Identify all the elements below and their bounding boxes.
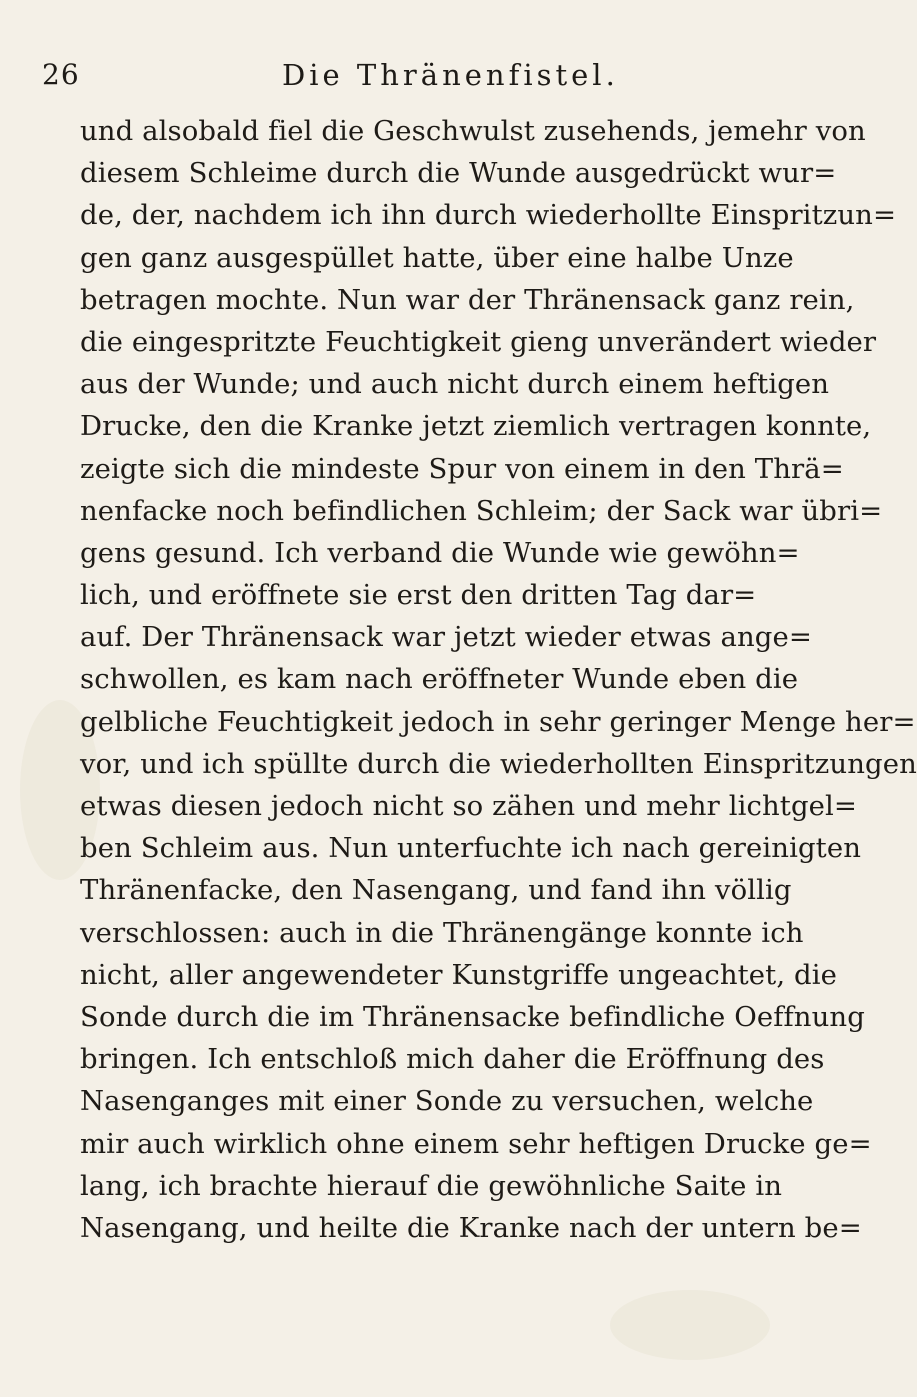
text-line: und alsobald fiel die Geschwulst zusehends, jemehr von xyxy=(80,115,866,147)
text-line: betragen mochte. Nun war der Thränensack ganz rein, xyxy=(80,283,855,316)
running-title: Die Thränenfistel. xyxy=(282,58,619,92)
text-line: Drucke, den die Kranke jetzt ziemlich vertragen konnte, xyxy=(80,410,872,443)
text-line: mir auch wirklich ohne einem sehr heftigen Drucke ge= xyxy=(80,1127,872,1160)
text-line: aus der Wunde; und auch nicht durch einem heftigen xyxy=(80,368,830,401)
text-line: etwas diesen jedoch nicht so zähen und mehr lichtgel= xyxy=(80,790,858,822)
text-line: vor, und ich spüllte durch die wiederhollten Einspritzungen xyxy=(80,747,917,780)
page-number: 26 xyxy=(42,58,80,91)
body-text xyxy=(80,110,917,1249)
page-header xyxy=(42,58,760,98)
text-line: bringen. Ich entschloß mich daher die Eröffnung des xyxy=(80,1043,825,1076)
text-line: lich, und eröffnete sie erst den dritten Tag dar= xyxy=(80,579,757,612)
text-line: zeigte sich die mindeste Spur von einem in den Thrä= xyxy=(80,452,844,485)
text-line: ben Schleim aus. Nun unterfuchte ich nach gereinigten xyxy=(80,832,862,865)
text-line: gelbliche Feuchtigkeit jedoch in sehr geringer Menge her= xyxy=(80,705,916,738)
text-line: Nasengang, und heilte die Kranke nach der untern be= xyxy=(80,1211,862,1244)
text-line: diesem Schleime durch die Wunde ausgedrückt wur= xyxy=(80,157,837,190)
text-line: Thränenfacke, den Nasengang, und fand ihn völlig xyxy=(80,874,792,907)
text-line: auf. Der Thränensack war jetzt wieder etwas ange= xyxy=(80,621,812,654)
text-line: gen ganz ausgespüllet hatte, über eine halbe Unze xyxy=(80,241,794,274)
paper-stain xyxy=(610,1290,770,1360)
text-line: Nasenganges mit einer Sonde zu versuchen, welche xyxy=(80,1085,814,1118)
text-line: nicht, aller angewendeter Kunstgriffe ungeachtet, die xyxy=(80,958,837,991)
text-line: verschlossen: auch in die Thränengänge konnte ich xyxy=(80,916,804,949)
text-line: die eingespritzte Feuchtigkeit gieng unverändert wieder xyxy=(80,325,877,358)
text-line: gens gesund. Ich verband die Wunde wie gewöhn= xyxy=(80,536,800,569)
text-line: schwollen, es kam nach eröffneter Wunde eben die xyxy=(80,663,799,696)
text-line: Sonde durch die im Thränensacke befindliche Oeffnung xyxy=(80,1000,865,1033)
text-line: lang, ich brachte hierauf die gewöhnliche Saite in xyxy=(80,1169,783,1202)
text-line: nenfacke noch befindlichen Schleim; der Sack war übri= xyxy=(80,494,883,527)
text-line: de, der, nachdem ich ihn durch wiederhollte Einspritzun= xyxy=(80,199,897,232)
